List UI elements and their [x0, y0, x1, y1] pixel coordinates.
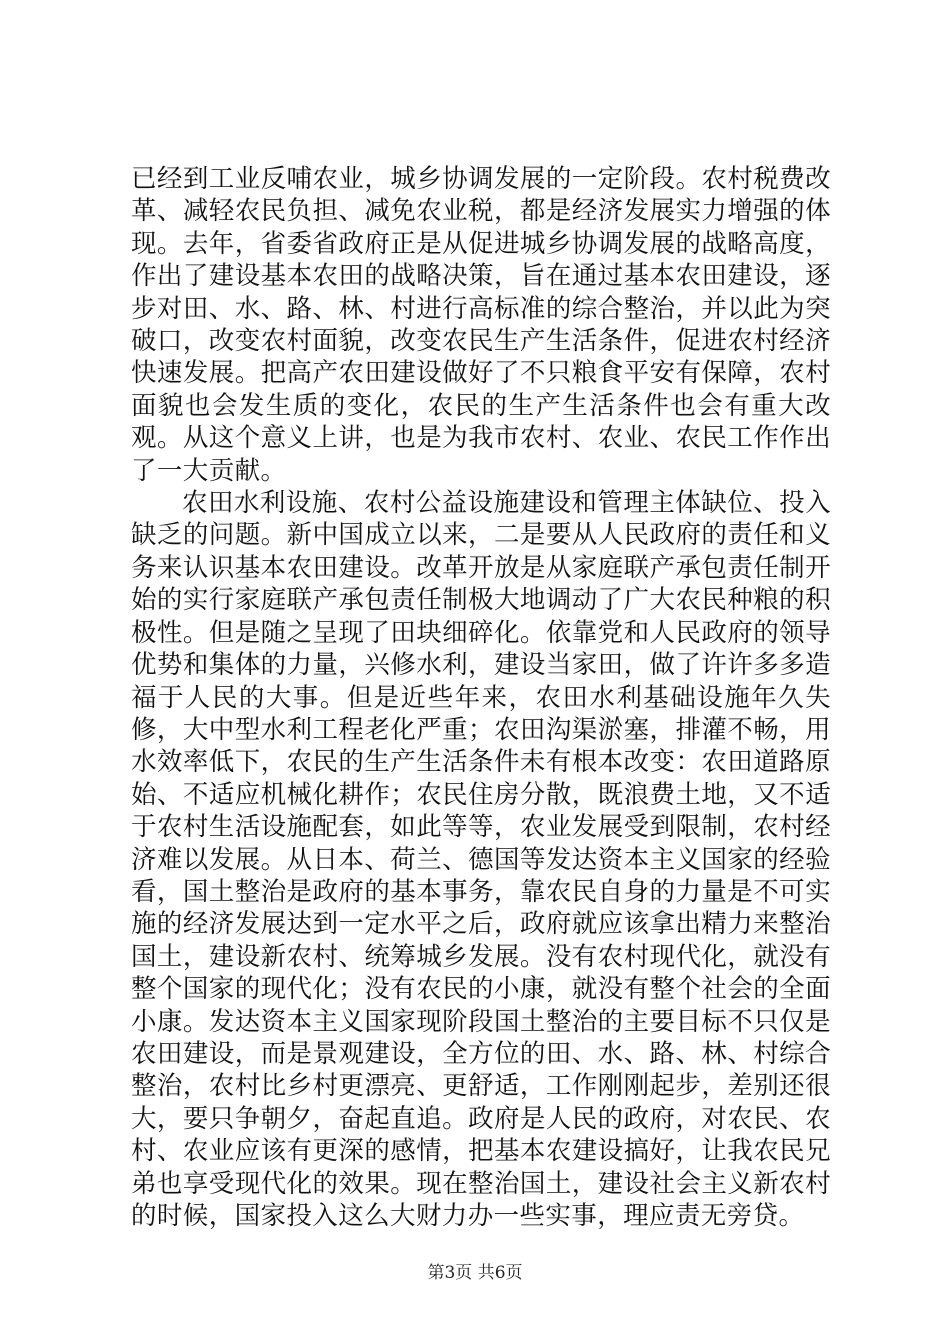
page-number: 第3页 共6页: [427, 1263, 523, 1283]
paragraph-2: 农田水利设施、农村公益设施建设和管理主体缺位、投入缺乏的问题。新中国成立以来，二是要从人民政府的责任和义务来认识基本农田建设。改革开放是从家庭联产承包责任制开始的实行家庭联产承包责任制极大地调动了广大农民种粮的积极性。但是随之呈现了田块细碎化。依靠党和人民政府的领导优势和集体的力量，兴修水利，建设当家田，做了许许多多造福于人民的大事。但是近些年来，农田水利基础设施年久失修，大中型水利工程老化严重；农田沟渠淤塞，排灌不畅，用水效率低下，农民的生产生活条件未有根本改变：农田道路原始、不适应机械化耕作；农民住房分散，既浪费土地，又不适于农村生活设施配套，如此等等，农业发展受到限制，农村经济难以发展。从日本、荷兰、德国等发达资本主义国家的经验看，国土整治是政府的基本事务，靠农民自身的力量是不可实施的经济发展达到一定水平之后，政府就应该拿出精力来整治国土，建设新农村、统筹城乡发展。没有农村现代化，就没有整个国家的现代化；没有农民的小康，就没有整个社会的全面小康。发达资本主义国家现阶段国土整治的主要目标不只仅是农田建设，而是景观建设，全方位的田、水、路、林、村综合整治，农村比乡村更漂亮、更舒适，工作刚刚起步，差别还很大，要只争朝夕，奋起直追。政府是人民的政府，对农民、农村、农业应该有更深的感情，把基本农建设搞好，让我农民兄弟也享受现代化的效果。现在整治国土，建设社会主义新农村的时候，国家投入这么大财力办一些实事，理应责无旁贷。: [131, 488, 831, 1231]
document-body: [131, 163, 831, 1232]
page-footer: [0, 1262, 950, 1284]
paragraph-1: 已经到工业反哺农业，城乡协调发展的一定阶段。农村税费改革、减轻农民负担、减免农业税，都是经济发展实力增强的体现。去年，省委省政府正是从促进城乡协调发展的战略高度，作出了建设基本农田的战略决策，旨在通过基本农田建设，逐步对田、水、路、林、村进行高标准的综合整治，并以此为突破口，改变农村面貌，改变农民生产生活条件，促进农村经济快速发展。把高产农田建设做好了不只粮食平安有保障，农村面貌也会发生质的变化，农民的生产生活条件也会有重大改观。从这个意义上讲，也是为我市农村、农业、农民工作作出了一大贡献。: [131, 164, 831, 486]
